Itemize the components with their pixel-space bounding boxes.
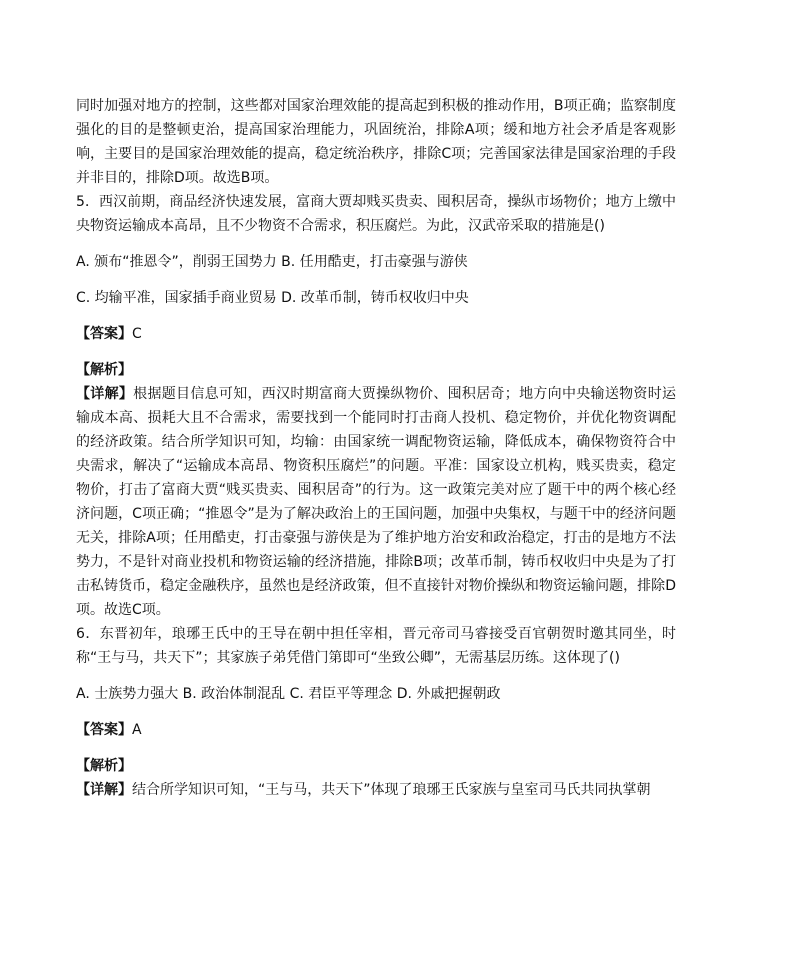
question-6-answer bbox=[76, 718, 676, 742]
question-5-answer bbox=[76, 322, 676, 346]
detail-text: 根据题目信息可知，西汉时期富商大贾操纵物价、囤积居奇；地方向中央输送物资时运输成本高、损耗大且不合需求，需要找到一个能同时打击商人投机、稳定物价，并优化物资调配的经济政策。结合所学知识可知，均输：由国家统一调配物资运输，降低成本，确保物资符合中央需求，解决了“运输成本高昂、物资积压腐烂”的问题。平准：国家设立机构，贱买贵卖，稳定物价，打击了富商大贾“贱买贵卖、囤积居奇”的行为。这一政策完美对应了题干中的两个核心经济问题，C项正确；“推恩令”是为了解决政治上的王国问题，加强中央集权，与题干中的经济问题无关，排除A项；任用酷吏，打击豪强与游侠是为了维护地方治安和政治稳定，打击的是地方不法势力，不是针对商业投机和物资运输的经济措施，排除B项；改革币制，铸币权收归中央是为了打击私铸货币，稳定金融秩序，虽然也是经济政策，但不直接针对物价操纵和物资运输问题，排除D项。故选C项。 bbox=[76, 386, 676, 618]
document-page bbox=[76, 94, 676, 802]
answer-value: A bbox=[132, 722, 142, 738]
question-5-stem: 5．西汉前期，商品经济快速发展，富商大贾却贱买贵卖、囤积居奇，操纵市场物价；地方上缴中央物资运输成本高昂，且不少物资不合需求，积压腐烂。为此，汉武帝采取的措施是() bbox=[76, 194, 676, 234]
answer-value: C bbox=[132, 326, 142, 342]
intro-paragraph: 同时加强对地方的控制，这些都对国家治理效能的提高起到积极的推动作用，B项正确；监察制度强化的目的是整顿吏治，提高国家治理能力，巩固统治，排除A项；缓和地方社会矛盾是客观影响，主要目的是国家治理效能的提高，稳定统治秩序，排除C项；完善国家法律是国家治理的手段并非目的，排除D项。故选B项。 bbox=[76, 98, 676, 186]
question-5-options-cd: C. 均输平准，国家插手商业贸易 D. 改革币制，铸币权收归中央 bbox=[76, 290, 469, 306]
detail-text: 结合所学知识可知，“王与马，共天下”体现了琅琊王氏家族与皇室司马氏共同执掌朝 bbox=[132, 782, 651, 798]
answer-label: 【答案】 bbox=[76, 326, 132, 342]
question-5-detail bbox=[76, 382, 676, 622]
question-5-analysis-label: 【解析】 bbox=[76, 362, 132, 378]
question-6-stem: 6．东晋初年，琅琊王氏中的王导在朝中担任宰相，晋元帝司马睿接受百官朝贺时邀其同坐，时称“王与马，共天下”；其家族子弟凭借门第即可“坐致公卿”，无需基层历练。这体现了() bbox=[76, 626, 676, 666]
question-6-detail bbox=[76, 778, 676, 802]
detail-label: 【详解】 bbox=[76, 386, 134, 402]
question-6-analysis-label: 【解析】 bbox=[76, 758, 132, 774]
detail-label: 【详解】 bbox=[76, 782, 132, 798]
answer-label: 【答案】 bbox=[76, 722, 132, 738]
question-6-options: A. 士族势力强大 B. 政治体制混乱 C. 君臣平等理念 D. 外戚把握朝政 bbox=[76, 686, 501, 702]
question-5-options-ab: A. 颁布“推恩令”，削弱王国势力 B. 任用酷吏，打击豪强与游侠 bbox=[76, 254, 468, 270]
